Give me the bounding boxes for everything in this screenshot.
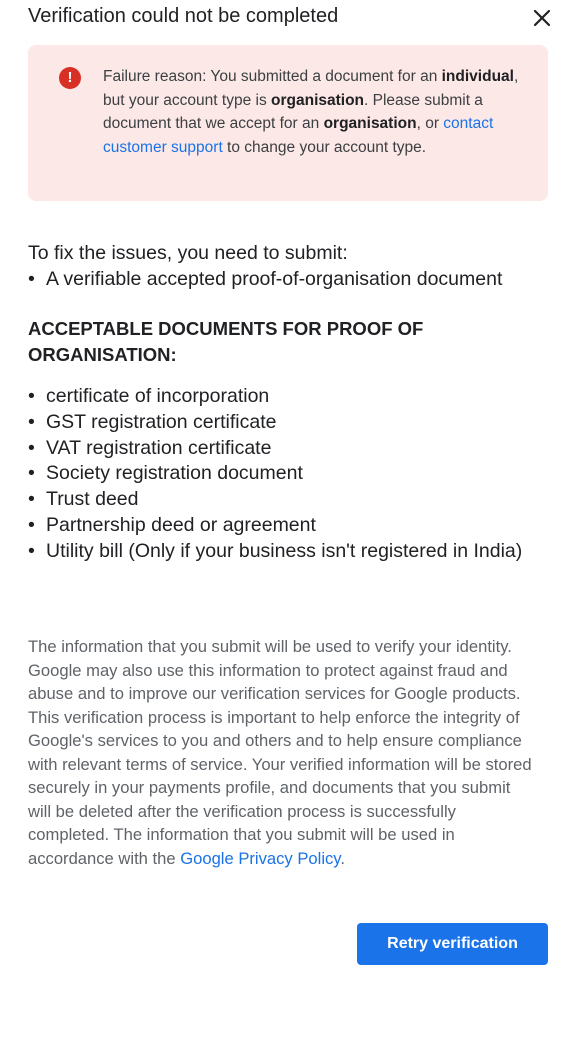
contact-support-link[interactable]: contact customer support [103,115,494,156]
failure-reason-text [103,65,523,159]
alert-bold-organisation: organisation [271,91,365,109]
list-item: • Trust deed [28,487,548,513]
list-item: • A verifiable accepted proof-of-organisation document [28,266,558,292]
list-item: • certificate of incorporation [28,384,548,410]
alert-bold-individual: individual [441,68,514,85]
documents-list [28,384,548,565]
error-icon [59,67,81,89]
list-item: • Partnership deed or agreement [28,513,548,539]
documents-heading: ACCEPTABLE DOCUMENTS FOR PROOF OF ORGANISATION: [28,318,424,365]
dialog-header [28,4,558,30]
alert-text-part: , or [416,115,444,132]
failure-alert [28,45,548,201]
close-button[interactable] [530,6,554,30]
info-body: The information that you submit will be used to verify your identity. Google may also use this information to protect against fraud and abuse and to improve our verification services for Google products. This verification process is important to help enforce the integrity of Google's services to you and others and to help ensure compliance with relevant terms of service. Your verified information will be stored securely in your payments profile, and documents that you submit will be deleted after the verification process is successfully completed. The information that you submit will be used in accordance with the [28,637,532,868]
list-item: • Society registration document [28,461,548,487]
alert-text-part: Failure reason: You submitted a document for an [103,68,442,85]
alert-text-part: to change your account type. [222,138,427,156]
info-end: . [340,848,345,868]
alert-text-part: , but your account type is [103,68,519,109]
dialog-title: Verification could not be completed [28,5,339,27]
fix-list [28,266,558,292]
alert-text-part: . Please submit a document that we accept for an [103,91,483,132]
fix-intro: To fix the issues, you need to submit: [28,242,348,264]
privacy-info-text [28,635,538,870]
list-item: • VAT registration certificate [28,436,548,462]
list-item: • Utility bill (Only if your business isn't registered in India) [28,539,548,565]
privacy-policy-link[interactable]: Google Privacy Policy [180,848,341,868]
fix-instructions [28,240,558,292]
retry-verification-button[interactable]: Retry verification [357,923,548,965]
list-item: • GST registration certificate [28,410,548,436]
alert-bold-organisation-2: organisation [323,115,417,132]
close-icon [530,6,554,30]
